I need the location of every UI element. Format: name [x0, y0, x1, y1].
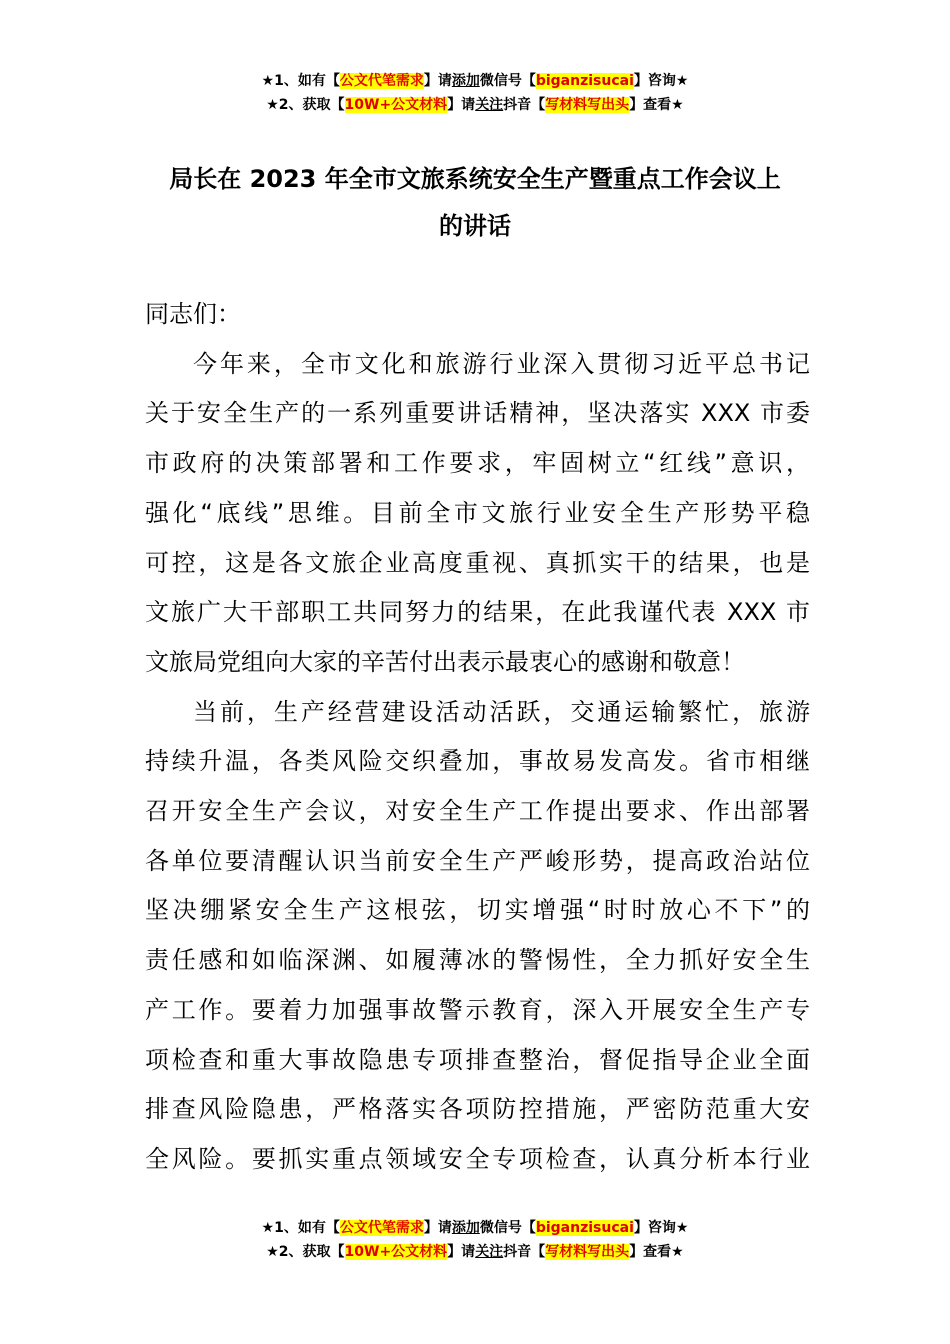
body-line: 文旅广大干部职工共同努力的结果，在此我谨代表 XXX 市: [145, 598, 810, 627]
banner-underline: 添加: [451, 1220, 480, 1236]
body-line: 当前，生产经营建设活动活跃，交通运输繁忙，旅游: [193, 697, 810, 726]
body-line: 项检查和重大事故隐患专项排查整治，督促指导企业全面: [145, 1045, 810, 1074]
body-line: 召开安全生产会议，对安全生产工作提出要求、作出部署: [145, 797, 810, 826]
body-line: 关于安全生产的一系列重要讲话精神，坚决落实 XXX 市委: [145, 399, 810, 428]
banner-highlight: 写材料写出头: [545, 1244, 630, 1260]
banner-highlight: 10W+公文材料: [344, 1244, 448, 1260]
banner-underline: 关注: [475, 1244, 504, 1260]
salutation: 同志们：: [145, 300, 241, 328]
banner-text: 】请: [423, 1220, 452, 1236]
banner-text: 】请: [447, 97, 476, 113]
bottom-banner: [0, 1216, 950, 1264]
banner-text: 】查看★: [629, 1244, 684, 1260]
body-line: 产工作。要着力加强事故警示教育，深入开展安全生产专: [145, 995, 810, 1024]
banner-text: 】请: [423, 73, 452, 89]
banner-text: ★1、如有【: [261, 1220, 340, 1236]
banner-underline: 关注: [475, 97, 504, 113]
banner-text: 抖音【: [503, 97, 546, 113]
banner-highlight: biganzisucai: [535, 1220, 634, 1236]
body-line: 坚决绷紧安全生产这根弦，切实增强“时时放心不下”的: [145, 896, 810, 925]
banner-highlight: 公文代笔需求: [339, 73, 424, 89]
banner-text: 】咨询★: [633, 73, 689, 89]
banner-highlight: biganzisucai: [535, 73, 634, 89]
banner-highlight: 公文代笔需求: [339, 1220, 424, 1236]
banner-text: 】咨询★: [633, 1220, 689, 1236]
body-line: 责任感和如临深渊、如履薄冰的警惕性，全力抓好安全生: [145, 946, 810, 975]
banner-text: 】查看★: [629, 97, 684, 113]
body-line: 可控，这是各文旅企业高度重视、真抓实干的结果，也是: [145, 548, 810, 577]
banner-line-2: [0, 93, 950, 117]
banner-text: ★2、获取【: [266, 97, 345, 113]
body-line: 全风险。要抓实重点领域安全专项检查，认真分析本行业: [145, 1144, 810, 1173]
banner-line-1: [0, 69, 950, 93]
banner-highlight: 写材料写出头: [545, 97, 630, 113]
banner-line-2: [0, 1240, 950, 1264]
banner-text: 微信号【: [479, 73, 536, 89]
top-banner: [0, 69, 950, 117]
banner-text: 微信号【: [479, 1220, 536, 1236]
body-line: 强化“底线”思维。目前全市文旅行业安全生产形势平稳: [145, 498, 810, 527]
banner-text: ★2、获取【: [266, 1244, 345, 1260]
banner-line-1: [0, 1216, 950, 1240]
document-body: [145, 290, 810, 1185]
title-line-2: 的讲话: [439, 212, 511, 240]
title-line-1: 局长在 2023 年全市文旅系统安全生产暨重点工作会议上: [169, 165, 781, 193]
body-line: 市政府的决策部署和工作要求，牢固树立“红线”意识，: [145, 449, 810, 478]
body-line: 持续升温，各类风险交织叠加，事故易发高发。省市相继: [145, 747, 810, 776]
body-line: 文旅局党组向大家的辛苦付出表示最衷心的感谢和敬意！: [145, 647, 745, 676]
banner-text: 】请: [447, 1244, 476, 1260]
banner-highlight: 10W+公文材料: [344, 97, 448, 113]
body-line: 今年来，全市文化和旅游行业深入贯彻习近平总书记: [193, 349, 810, 378]
body-line: 各单位要清醒认识当前安全生产严峻形势，提高政治站位: [145, 846, 810, 875]
document-title: [120, 156, 830, 250]
banner-text: ★1、如有【: [261, 73, 340, 89]
body-line: 排查风险隐患，严格落实各项防控措施，严密防范重大安: [145, 1095, 810, 1124]
banner-underline: 添加: [451, 73, 480, 89]
banner-text: 抖音【: [503, 1244, 546, 1260]
